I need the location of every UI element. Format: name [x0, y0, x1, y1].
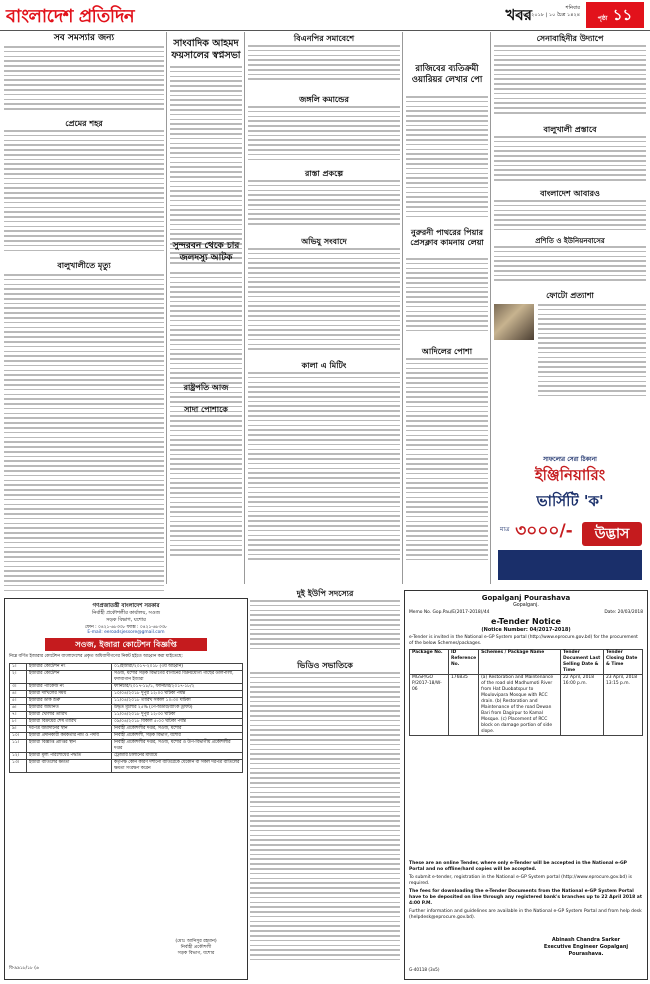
- story-12: [170, 240, 242, 264]
- lease-row-value: নির্বাহী প্রকৌশলীর দপ্তর, সওজ, যশোর ও উপ-বিভাগীয় প্রকৌশলীর দপ্তর: [112, 740, 243, 753]
- headline[interactable]: রাস্তা প্রকল্পে: [304, 169, 344, 178]
- lease-row-number: ৯।: [10, 726, 27, 733]
- issue-day: শনিবার: [565, 5, 580, 11]
- story-body: [4, 46, 164, 116]
- story-25: [248, 360, 400, 371]
- story-body: [406, 258, 488, 338]
- column-rule: [166, 32, 167, 584]
- lease-row: [10, 705, 243, 712]
- tender-note: The fees for downloading the e-Tender Documents from the National e-GP System Portal have to be deposited on line through any registered bank's branches up to 22 April 2018 at 4:00 P.M.: [409, 889, 642, 906]
- tender-note: These are an online Tender, where only e-Tender will be accepted in the National e-GP Portal and no offline/hard copies will be accepted.: [409, 861, 627, 872]
- tender-table: [409, 649, 643, 736]
- lease-row: [10, 664, 243, 671]
- lease-row-number: ৩।: [10, 684, 27, 691]
- lease-row: [10, 733, 243, 740]
- signer-title: নির্বাহী প্রকৌশলী: [180, 945, 212, 950]
- story-body: [406, 358, 488, 574]
- headline[interactable]: রাজিবের ব্যতিক্রমী ওয়ারিয়র লেখার পো: [411, 64, 483, 85]
- story-24: [250, 660, 400, 671]
- lease-row-label: ইজারা বিজ্ঞপ্তি প্রাপ্তির স্থান: [27, 740, 112, 753]
- lease-row-number: ১০।: [10, 733, 27, 740]
- lease-row-value: ১০/০৪/২০১৮ দুপুর ১২:০০ ঘটিকা পর্যন্ত: [112, 691, 243, 698]
- tender-intro: e-Tender is invited in the National e-GP System portal (http://www.eprocure.gov.bd) for the procurement of the below Schemes/packages.: [409, 635, 638, 646]
- lease-row-value: সওজ, যশোর সড়ক বিভাগের বাগানের বিক্রয়যোগ্য গাছের ডালপালা, ফলবাগান ইজারা: [112, 671, 243, 684]
- tender-title: e-Tender Notice: [491, 617, 561, 626]
- page-label: পৃষ্ঠা: [597, 15, 608, 22]
- lease-row-label: ইজারার জামানত: [27, 705, 112, 712]
- headline[interactable]: নুরুরনী পাথরের পিয়ার প্রেসক্লাব কামনায় লেয়া: [410, 228, 484, 247]
- headline[interactable]: সব সমস্যার জন্য: [53, 33, 115, 43]
- notice-table: [9, 663, 243, 773]
- cell-closing: 23 April, 2018 13:15 p.m.: [604, 675, 643, 736]
- headline[interactable]: বাংলাদেশ আবারও: [540, 189, 600, 198]
- story-16: [170, 382, 242, 393]
- tender-notes: [409, 861, 643, 921]
- lease-row-number: ৫।: [10, 698, 27, 705]
- th-last-sell: Tender Document Last Selling Date & Time: [561, 650, 604, 675]
- notice-contact: ফোন : ০৪২১-৬৮৩৩৮ ফ্যাক্স : ০৪২১-৬৮৩৩৮: [84, 625, 168, 630]
- headline[interactable]: রাষ্ট্রপতি আজ: [183, 383, 229, 392]
- lease-row: [10, 671, 243, 684]
- lease-row-number: ৭।: [10, 712, 27, 719]
- lease-row-label: ইজারা খোলার তারিখ: [27, 712, 112, 719]
- story-body: [406, 96, 488, 224]
- advert-price-label: মাত্র: [500, 526, 510, 533]
- story-8: [494, 124, 646, 135]
- column-rule: [490, 32, 491, 584]
- lease-row: [10, 698, 243, 705]
- story-body: [538, 304, 646, 404]
- story-10: [406, 228, 488, 248]
- headline[interactable]: ফোটো প্রত্যাশা: [546, 291, 594, 300]
- story-2: [170, 38, 242, 62]
- lease-row-value: ১১/০৪/২০১৮ তারিখ সকাল ১০:৩০ ঘটিকা: [112, 698, 243, 705]
- th-package: Package No.: [410, 650, 449, 675]
- th-id: ID Reference No.: [449, 650, 479, 675]
- notice-org3: সড়ক বিভাগ, যশোর: [106, 617, 146, 623]
- story-4: [406, 64, 488, 86]
- story-body: [494, 45, 646, 121]
- lease-row: [10, 760, 243, 773]
- lease-row-value: ০৯/০৪/২০১৮ বিকাল ৫:০০ ঘটিকা পর্যন্ত: [112, 719, 243, 726]
- story-23: [250, 588, 400, 599]
- lease-row-value: কর্তৃপক্ষ কোন কারণ দর্শানো ব্যতিরেকে যেকোন বা সকল দরপত্র বাতিলের ক্ষমতা সংরক্ষণ করেন: [112, 760, 243, 773]
- advert-subheading: ভার্সিটি 'ক': [536, 492, 604, 510]
- lease-row: [10, 740, 243, 753]
- story-14: [248, 236, 400, 247]
- advert-tagline: সাফল্যের সেরা ঠিকানা: [543, 456, 597, 463]
- signer-office: সড়ক বিভাগ, যশোর: [177, 951, 215, 956]
- page-number: ১১: [612, 6, 633, 24]
- signer-name: (মোঃ আনিসুর রহমান): [175, 939, 217, 944]
- headline[interactable]: অভিযু সংবাদে: [301, 237, 347, 246]
- notice-signature: [151, 939, 241, 957]
- tender-subtitle: (Notice Number: 04/2017-2018): [481, 627, 571, 633]
- column-rule: [402, 32, 403, 584]
- news-photo: [494, 304, 534, 340]
- lease-row: [10, 691, 243, 698]
- notice-ref: বি-৯৯১৮/১৮ (৬: [9, 966, 39, 971]
- lease-row-label: ইজারা দাখিলের সময়: [27, 691, 112, 698]
- tender-memo: Memo No. Gop.Pau/E(2017-2018)/44: [409, 610, 490, 615]
- headline[interactable]: ভিডিও সভাতিকে: [297, 661, 353, 670]
- story-7: [248, 94, 400, 105]
- lease-row-value: ফার্নিচার/২০১৭-১৮/১, ফার্নিচার/২০১৭-১৮/২: [112, 684, 243, 691]
- lease-row-number: ৮।: [10, 719, 27, 726]
- story-body: [170, 272, 242, 572]
- lease-row-label: ইজারা বাতিলের ক্ষমতা: [27, 760, 112, 773]
- story-body: [248, 106, 400, 164]
- headline[interactable]: প্রশিতি ও ইউনিয়নবাসের: [535, 237, 605, 245]
- tender-signer-org: Pourashava.: [568, 951, 604, 957]
- story-body: [4, 274, 164, 604]
- advert-footer-bar: [498, 550, 642, 580]
- lease-row-number: ৪।: [10, 691, 27, 698]
- lease-row-label: ইজারা প্রদানকারী কর্মকর্তার নাম ও পদবি: [27, 733, 112, 740]
- headline[interactable]: সাদা পোশাকে: [184, 405, 228, 414]
- tender-note: Further information and guidelines are available in the National e-GP System Portal and from help desk (helpdesk@eprocure.gov.bd).: [409, 909, 642, 920]
- tender-ref: G-40118 (3x5): [409, 967, 440, 972]
- headline[interactable]: সাংবাদিক আহমদ ফয়সালের স্বপ্নসভা: [171, 38, 241, 61]
- coaching-advert[interactable]: [494, 452, 646, 584]
- newspaper-logo: বাংলাদেশ প্রতিদিন: [6, 6, 135, 27]
- lease-row-number: ৬।: [10, 705, 27, 712]
- story-body: [248, 45, 400, 87]
- tender-signature: [531, 937, 641, 958]
- lease-row-value: ০১/ইজারা/২০১৭-২০১৮ (৩য় আহ্বান): [112, 664, 243, 671]
- th-closing: Tender Closing Date & Time: [604, 650, 643, 675]
- story-9: [4, 260, 164, 271]
- notice-email[interactable]: E-mail: eeroadsjessore@gmail.com: [87, 630, 165, 635]
- story-body: [248, 180, 400, 230]
- lease-row-number: ২।: [10, 671, 27, 684]
- tender-city: Gopalganj.: [513, 603, 539, 608]
- story-body: [250, 672, 400, 976]
- lease-row-label: ইজারার কোটেশন: [27, 671, 112, 684]
- tender-grid: [409, 649, 643, 736]
- headline[interactable]: প্রেমের শহর: [65, 119, 103, 128]
- story-body: [250, 600, 400, 656]
- story-body: [4, 130, 164, 258]
- cell-id: 176835: [449, 675, 479, 736]
- headline[interactable]: জঙ্গলি কমান্ডের: [299, 95, 349, 104]
- advert-price: ৩০০০/-: [515, 521, 573, 541]
- lease-row: [10, 753, 243, 760]
- story-body: [494, 136, 646, 186]
- lease-row-label: দরপত্র জমাদানের স্থান: [27, 726, 112, 733]
- tender-org: Gopalganj Pourashava: [481, 594, 571, 602]
- lease-row: [10, 684, 243, 691]
- lease-row-value: ১১/০৪/২০১৮ দুপুর ১২:৩০ ঘটিকা: [112, 712, 243, 719]
- notice-org2: নির্বাহী প্রকৌশলীর কার্যালয়, সওজ: [91, 610, 160, 616]
- headline[interactable]: সেনাবাহিনীর উদ্যাপে: [536, 34, 604, 43]
- notice-org: গণপ্রজাতন্ত্রী বাংলাদেশ সরকার: [92, 603, 160, 609]
- cell-package: MGSP/GO P/2017-18/W-06: [410, 675, 449, 736]
- tender-date: Date: 20/03/2018: [604, 610, 643, 615]
- notice-intro: নিম্নে বর্ণিত ইজারার কোটেশন বাংলাদেশের প্রকৃত অধিবাসীগণের নিকট হইতে আহ্বান করা যাইতেছে:: [9, 654, 183, 659]
- headline[interactable]: আদিলের পোশা: [421, 347, 473, 356]
- issue-date-text: ২৮ মার্চ ২০১৮ | ১০ চৈত্র ১৪২৪: [514, 12, 580, 18]
- headline[interactable]: সুন্দরবন থেকে চার জলদস্যু আটক: [172, 241, 240, 263]
- lease-row-label: ইজারার প্যাকেজ নং: [27, 684, 112, 691]
- lease-row-number: ১।: [10, 664, 27, 671]
- page-number-box: [586, 2, 644, 28]
- e-tender-notice: [404, 590, 648, 980]
- cell-last-sell: 22 April, 2018 16:00 p.m.: [561, 675, 604, 736]
- story-3: [248, 33, 400, 44]
- headline[interactable]: বালুখালী প্রস্তাবে: [543, 125, 597, 134]
- story-body: [248, 372, 400, 572]
- lease-row: [10, 726, 243, 733]
- lease-row-label: ইজারার কোটেশন নং: [27, 664, 112, 671]
- lease-row-number: ১১।: [10, 740, 27, 753]
- headline[interactable]: বিএনপির সমাবেশে: [293, 34, 355, 43]
- lease-row-value: ট্রেজারি চালানের মাধ্যমে: [112, 753, 243, 760]
- headline[interactable]: দুই ইউপি সদস্যের: [296, 589, 354, 598]
- tender-signer: Abinash Chandra Sarker: [551, 937, 621, 943]
- th-scheme: Schemes / Package Name: [479, 650, 561, 675]
- section-name: খবর: [505, 6, 532, 24]
- masthead: [0, 0, 650, 31]
- lease-row: [10, 712, 243, 719]
- story-19: [170, 404, 242, 415]
- column-rule: [244, 32, 245, 584]
- lease-table: [9, 663, 243, 773]
- story-20: [406, 346, 488, 357]
- lease-row-label: ইজারা বিক্রয়ের শেষ তারিখ: [27, 719, 112, 726]
- story-13: [248, 168, 400, 179]
- tender-note: To submit e-tender, registration in the National e-GP System portal (http://www.eprocure.gov.bd) is required.: [409, 875, 633, 886]
- headline[interactable]: কালা এ মিটিং: [301, 361, 347, 370]
- advert-heading: ইঞ্জিনিয়ারিং: [534, 466, 606, 484]
- lease-row-label: ইজারা মূল্য পরিশোধের পদ্ধতি: [27, 753, 112, 760]
- headline[interactable]: বালুখালীতে মৃত্যু: [57, 261, 111, 270]
- cell-scheme: (a) Restoration and Maintenance of the road old Madhumoti River from Hat Duobatspur to Moulovipara Mosque with RCC drain. (b) Restoration and Maintenance of the road Dewan Bari from Dagirpur to Kamal Mosque. (c) Placement of RCC block on damage portion of side slope.: [479, 675, 561, 736]
- story-6: [4, 118, 164, 129]
- lease-row-number: ১২।: [10, 753, 27, 760]
- story-22: [494, 290, 646, 301]
- advert-brand: উদ্ভাস: [582, 522, 642, 546]
- lease-row-label: ইজারার ডাক শুরু: [27, 698, 112, 705]
- story-body: [494, 246, 646, 286]
- road-lease-notice: [4, 598, 248, 980]
- story-17: [494, 188, 646, 199]
- story-5: [494, 33, 646, 44]
- lease-row-value: নির্বাহী প্রকৌশলীর দপ্তর, সওজ, যশোর: [112, 726, 243, 733]
- lease-row-value: উদ্ধৃত মূল্যের ২৫% (পে-অর্ডার/ব্যাংক ড্রাফট): [112, 705, 243, 712]
- tender-signer-title: Executive Engineer Gopalganj: [543, 944, 629, 950]
- notice-heading: সওজ, ইজারা কোটেশন বিজ্ঞপ্তি: [45, 638, 207, 651]
- lease-row-value: নির্বাহী প্রকৌশলী, সড়ক বিভাগ, যশোর: [112, 733, 243, 740]
- story-body: [494, 200, 646, 234]
- story-1: [4, 33, 164, 44]
- lease-row-number: ১৩।: [10, 760, 27, 773]
- lease-row: [10, 719, 243, 726]
- story-body: [248, 248, 400, 356]
